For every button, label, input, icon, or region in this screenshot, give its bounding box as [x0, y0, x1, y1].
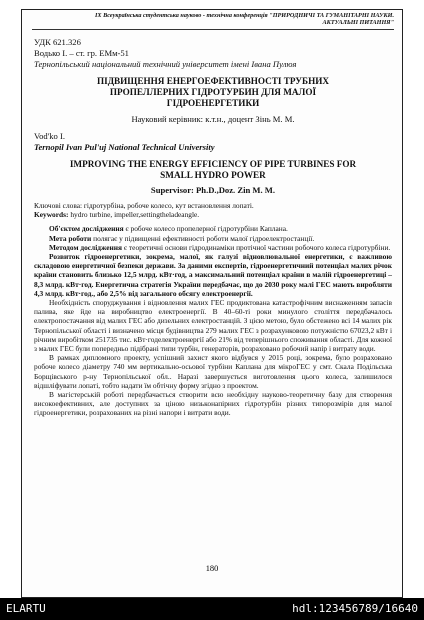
conference-header-line-2: АКТУАЛЬНІ ПИТАННЯ" — [322, 19, 394, 27]
method-paragraph — [34, 243, 392, 252]
author-ua: Водько І. – ст. гр. ЕМм-51 — [34, 48, 129, 58]
page-number: 180 — [205, 564, 219, 573]
title-ua-line-2: ПРОПЕЛЛЕРНИХ ГІДРОТУРБИН ДЛЯ МАЛОЇ — [109, 87, 317, 98]
repository-name: ELARTU — [6, 602, 46, 615]
body-paragraph: В рамках дипломного проекту, успішний захист якого відбувся у 2015 році, зокрема, було розраховано робоче колесо діаметру 740 мм вертикально-осьової турбіни Каплана для мікроГЕС у смт. Скала Подільська Борщівського р-ну Тернопільської обл.. Наразі завершується виготовлення цього колеса, залишилося відшліфувати лопаті, тобто надати їм обтічну форму згідно з проектом. — [34, 353, 392, 390]
keywords-en — [34, 210, 392, 219]
goal-paragraph — [34, 234, 392, 243]
title-en-line-1: IMPROVING THE ENERGY EFFICIENCY OF PIPE TURBINES FOR — [69, 158, 357, 169]
body-paragraph: В магістерській роботі передбачається створити всю необхідну науково-теоретичну базу для створення високоефективних, але доступних за ціною низьконапірних гідротурбін різних типорозмірів для малої гідроенергетики, розрахованих на різні напори і витрати води. — [34, 390, 392, 418]
body-paragraph: Необхідність споруджування і відновлення малих ГЕС продиктована катастрофічним виснаженням запасів палива, яке йде на виробництво електроенергії. В 40–60-ті роки минулого століття передбачалось електропостачання від малих ГЕС або дизельних електростанцій. З цією метою, було обстежено всі 14 малих рік Тернопільської області і визначено місця будівництва 279 малих ГЕС з розрахунковою потужністю 67023,2 кВт і річним виробітком 251735 тис. кВт·годелектроенергії або 21% від теперішнього споживання області. Для кожної з малих ГЕС були попередньо підібрані типи турбін, генераторів, розраховано робочий напір і витрату води. — [34, 298, 392, 354]
method-label: Методом дослідження — [49, 242, 123, 252]
paper-content — [34, 37, 392, 418]
object-text: є робоче колесо пропелерної гідротурбіни Каплана. — [123, 224, 288, 234]
affiliation-en: Ternopil Ivan Pul'uj National Technical University — [34, 141, 215, 152]
keywords-en-label: Keywords: — [34, 210, 69, 220]
title-ua-line-3: ГІДРОЕНЕРГЕТИКИ — [166, 98, 260, 109]
handle-id: hdl:123456789/16640 — [292, 602, 418, 615]
udc-code: УДК 621.326 — [34, 37, 81, 47]
paper-page — [21, 9, 403, 598]
title-ua — [34, 76, 392, 110]
keywords-ua: Ключові слова: гідротурбіна, робоче колесо, кут встановлення лопаті. — [34, 201, 254, 211]
author-en: Vod'ko I. — [34, 130, 65, 141]
header-divider — [32, 29, 394, 30]
title-ua-line-1: ПІДВИЩЕННЯ ЕНЕРГОЕФЕКТИВНОСТІ ТРУБНИХ — [96, 76, 330, 86]
supervisor-ua: Науковий керівник: к.т.н., доцент Зінь М. М. — [131, 113, 295, 124]
conference-header — [34, 12, 394, 26]
footer-bar — [0, 598, 424, 620]
affiliation-ua: Тернопільський національний технічний університет імені Івана Пулюя — [34, 59, 297, 69]
object-paragraph — [34, 224, 392, 233]
title-en — [34, 159, 392, 181]
method-text: є теоретичні основи гідродинаміки протічної частини робочого колеса гідротурбіни. — [122, 242, 391, 252]
supervisor-en: Supervisor: Ph.D.,Doz. Zin M. M. — [150, 185, 276, 196]
title-en-line-2: SMALL HYDRO POWER — [160, 169, 266, 180]
bold-paragraph: Розвиток гідроенергетики, зокрема, малої, як галузі відновлювальної енергетики, є важливою складовою енергетичної безпеки держави. За даними експертів, гідроенергетичний потенціал малих річок країни становить близько 12,5 млрд. кВт·год, а максимальний потенціал країни в малій гідроенергетиці – 8,3 млрд. кВт·год. Енергетична стратегія України передбачає, що до 2030 року малі ГЕС мають виробляти 4,3 млрд. кВт·год., або 2,5% від загального обсягу електроенергії. — [34, 252, 392, 298]
goal-label: Мета роботи — [49, 233, 92, 243]
object-label: Об'єктом дослідження — [49, 224, 124, 234]
keywords-en-text: hydro turbine, impeller,settingtheladeangle. — [68, 210, 200, 220]
conference-header-line-1: IX Всеукраїнська студентська науково - технічна конференція "ПРИРОДНИЧІ ТА ГУМАНІТАРНІ НАУКИ. — [94, 12, 394, 19]
goal-text: полягає у підвищенні ефективності роботи малої гідроелектростанції. — [91, 233, 315, 243]
